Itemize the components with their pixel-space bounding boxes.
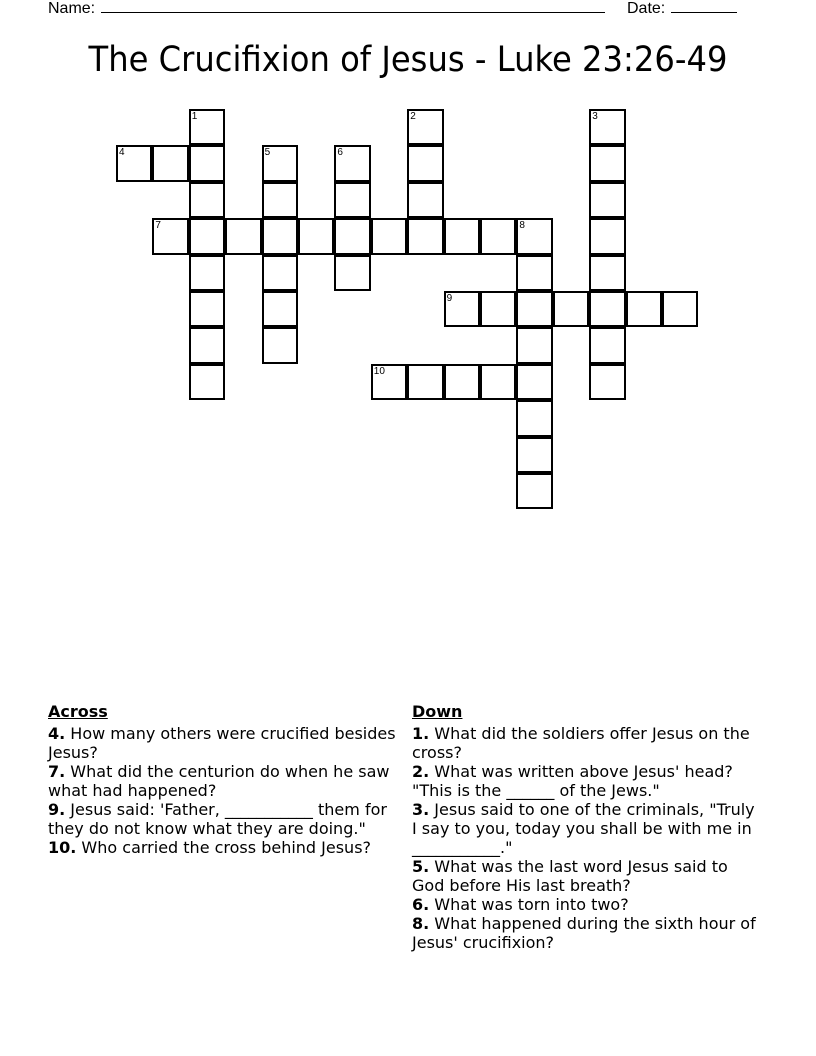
grid-cell[interactable] bbox=[553, 291, 589, 327]
grid-cell[interactable] bbox=[516, 327, 552, 363]
grid-cell[interactable] bbox=[189, 182, 225, 218]
grid-cell[interactable] bbox=[516, 473, 552, 509]
clue-number: 7. bbox=[48, 762, 66, 781]
grid-cell[interactable] bbox=[189, 218, 225, 254]
grid-cell[interactable] bbox=[262, 182, 298, 218]
grid-cell[interactable] bbox=[589, 327, 625, 363]
clue-item bbox=[412, 857, 757, 895]
grid-cell[interactable] bbox=[626, 291, 662, 327]
clue-number: 2 bbox=[410, 111, 416, 122]
grid-cell[interactable] bbox=[589, 364, 625, 400]
grid-cell[interactable] bbox=[152, 145, 188, 181]
clue-text: What happened during the sixth hour of Jesus' crucifixion? bbox=[412, 914, 756, 952]
grid-cell[interactable] bbox=[262, 218, 298, 254]
grid-cell[interactable] bbox=[480, 291, 516, 327]
across-clues bbox=[48, 702, 408, 857]
grid-cell[interactable] bbox=[334, 255, 370, 291]
grid-cell[interactable] bbox=[589, 255, 625, 291]
clue-number: 3 bbox=[592, 111, 598, 122]
grid-cell[interactable] bbox=[262, 255, 298, 291]
grid-cell[interactable] bbox=[444, 291, 480, 327]
clue-item bbox=[48, 800, 408, 838]
clue-number: 7 bbox=[155, 220, 161, 232]
grid-cell[interactable] bbox=[371, 364, 407, 400]
grid-cell[interactable] bbox=[516, 400, 552, 436]
grid-cell[interactable] bbox=[516, 255, 552, 291]
clue-number: 3. bbox=[412, 800, 430, 819]
grid-cell[interactable] bbox=[480, 364, 516, 400]
clue-text: What did the soldiers offer Jesus on the cross? bbox=[412, 724, 750, 762]
clue-text: Jesus said: 'Father, ___________ them for they do not know what they are doing." bbox=[48, 800, 387, 838]
grid-cell[interactable] bbox=[334, 218, 370, 254]
grid-cell[interactable] bbox=[407, 364, 443, 400]
grid-cell[interactable] bbox=[189, 145, 225, 181]
grid-cell[interactable] bbox=[407, 218, 443, 254]
grid-cell[interactable] bbox=[407, 182, 443, 218]
clue-number: 8. bbox=[412, 914, 430, 933]
clue-item bbox=[412, 800, 757, 857]
date-label: Date: bbox=[627, 0, 666, 17]
grid-cell[interactable] bbox=[407, 109, 443, 145]
grid-cell[interactable] bbox=[516, 218, 552, 254]
down-clues bbox=[412, 702, 757, 952]
clue-text: What did the centurion do when he saw what had happened? bbox=[48, 762, 390, 800]
grid-cell[interactable] bbox=[116, 145, 152, 181]
grid-cell[interactable] bbox=[589, 145, 625, 181]
clue-number: 5 bbox=[264, 147, 271, 159]
clue-number: 2. bbox=[412, 762, 430, 781]
grid-cell[interactable] bbox=[189, 291, 225, 327]
clue-number: 10 bbox=[373, 365, 385, 377]
clue-number: 1 bbox=[191, 111, 198, 122]
name-label: Name: bbox=[48, 0, 96, 17]
down-heading: Down bbox=[412, 702, 463, 721]
grid-cell[interactable] bbox=[589, 218, 625, 254]
clue-text: What was written above Jesus' head? "This is the ______ of the Jews." bbox=[412, 762, 733, 800]
clue-item bbox=[412, 914, 757, 952]
grid-cell[interactable] bbox=[516, 291, 552, 327]
clue-item bbox=[48, 762, 408, 800]
clue-number: 4 bbox=[119, 147, 125, 159]
clue-text: Who carried the cross behind Jesus? bbox=[76, 838, 372, 857]
clue-number: 4. bbox=[48, 724, 66, 743]
clue-item bbox=[48, 724, 408, 762]
clue-text: How many others were crucified besides Jesus? bbox=[48, 724, 396, 762]
clue-number: 6 bbox=[337, 147, 343, 159]
grid-cell[interactable] bbox=[262, 145, 298, 181]
down-clue-list bbox=[412, 724, 757, 952]
clue-text: Jesus said to one of the criminals, "Truly I say to you, today you shall be with me in ___________." bbox=[412, 800, 755, 857]
grid-cell[interactable] bbox=[262, 327, 298, 363]
clue-number: 5. bbox=[412, 857, 430, 876]
page-title: The Crucifixion of Jesus - Luke 23:26-49 bbox=[88, 40, 728, 80]
grid-cell[interactable] bbox=[189, 109, 225, 145]
clue-number: 8 bbox=[519, 220, 525, 232]
clue-item bbox=[48, 838, 408, 857]
grid-cell[interactable] bbox=[662, 291, 698, 327]
grid-cell[interactable] bbox=[334, 182, 370, 218]
grid-cell[interactable] bbox=[516, 364, 552, 400]
grid-cell[interactable] bbox=[334, 145, 370, 181]
grid-cell[interactable] bbox=[589, 291, 625, 327]
grid-cell[interactable] bbox=[262, 291, 298, 327]
clue-text: What was torn into two? bbox=[429, 895, 629, 914]
grid-cell[interactable] bbox=[444, 218, 480, 254]
across-clue-list bbox=[48, 724, 408, 857]
grid-cell[interactable] bbox=[407, 145, 443, 181]
clue-number: 9. bbox=[48, 800, 66, 819]
grid-cell[interactable] bbox=[152, 218, 188, 254]
clue-number: 9 bbox=[446, 293, 453, 304]
grid-cell[interactable] bbox=[371, 218, 407, 254]
grid-cell[interactable] bbox=[225, 218, 261, 254]
grid-cell[interactable] bbox=[516, 437, 552, 473]
grid-cell[interactable] bbox=[298, 218, 334, 254]
clue-number: 6. bbox=[412, 895, 430, 914]
grid-cell[interactable] bbox=[189, 327, 225, 363]
grid-cell[interactable] bbox=[444, 364, 480, 400]
grid-cell[interactable] bbox=[189, 364, 225, 400]
grid-cell[interactable] bbox=[480, 218, 516, 254]
clue-item bbox=[412, 762, 757, 800]
clue-item bbox=[412, 724, 757, 762]
clue-number: 1. bbox=[412, 724, 430, 743]
across-heading: Across bbox=[48, 702, 108, 721]
clue-text: What was the last word Jesus said to God before His last breath? bbox=[412, 857, 728, 895]
clue-number: 10. bbox=[48, 838, 77, 857]
grid-cell[interactable] bbox=[189, 255, 225, 291]
grid-cell[interactable] bbox=[589, 109, 625, 145]
grid-cell[interactable] bbox=[589, 182, 625, 218]
clue-item bbox=[412, 895, 757, 914]
